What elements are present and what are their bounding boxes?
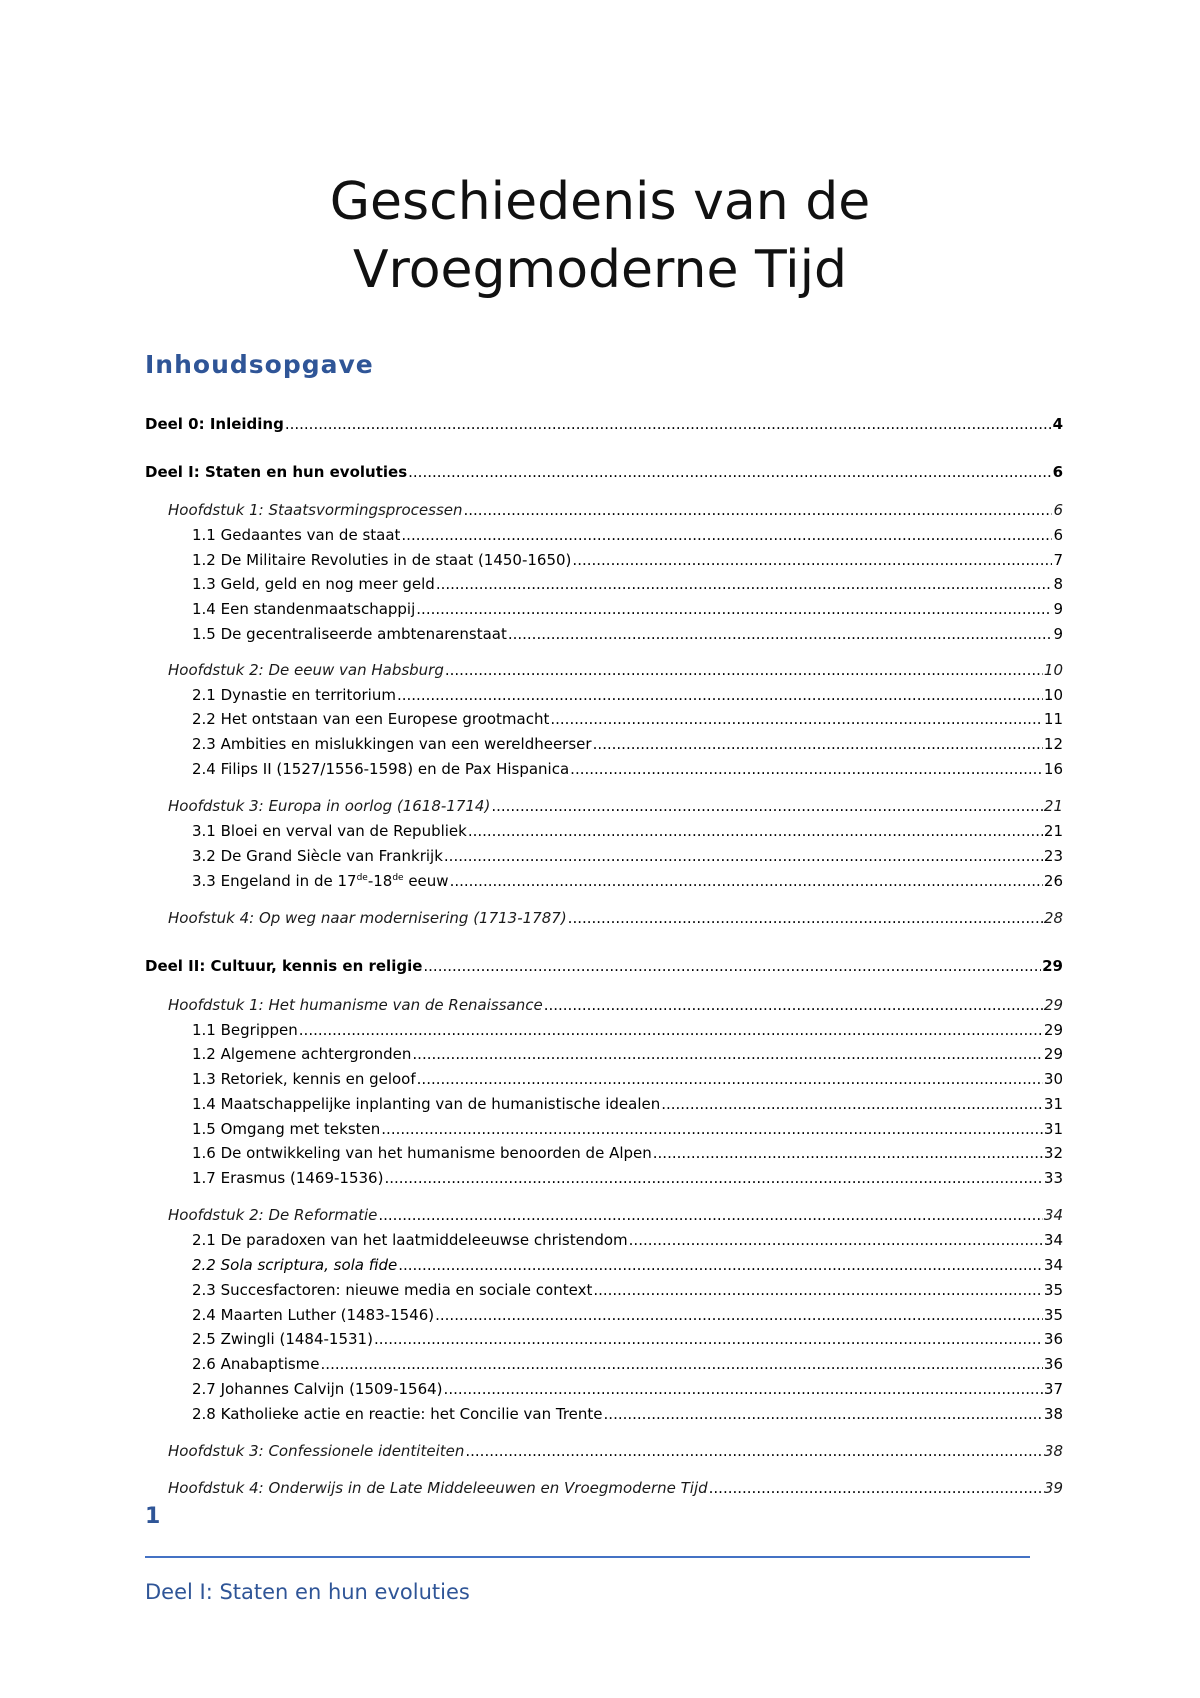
toc-leader-dots [653, 1143, 1043, 1163]
toc-leader-dots [593, 1280, 1043, 1300]
toc-entry-page: 10 [1043, 686, 1063, 704]
toc-entry-title: 1.4 Maatschappelijke inplanting van de humanistische idealen [192, 1095, 661, 1113]
toc-entry-page: 6 [1053, 526, 1063, 544]
toc-leader-dots [604, 1404, 1043, 1424]
toc-leader-dots [593, 734, 1043, 754]
toc-entry-section[interactable] [192, 685, 1063, 705]
toc-entry-section[interactable] [192, 1069, 1063, 1089]
toc-leader-dots [444, 846, 1043, 866]
toc-entry-title: 1.3 Geld, geld en nog meer geld [192, 575, 435, 593]
toc-entry-title: 2.8 Katholieke actie en reactie: het Concilie van Trente [192, 1405, 603, 1423]
toc-entry-page: 36 [1043, 1355, 1063, 1373]
toc-entry-chapter[interactable] [168, 500, 1063, 520]
superscript: de [356, 873, 368, 883]
toc-entry-page: 38 [1043, 1405, 1063, 1423]
toc-leader-dots [381, 1119, 1043, 1139]
toc-entry-section[interactable] [192, 1143, 1063, 1163]
toc-leader-dots [661, 1094, 1043, 1114]
toc-entry-title: 1.2 Algemene achtergronden [192, 1045, 412, 1063]
toc-entry-section[interactable] [192, 1094, 1063, 1114]
toc-entry-title: 2.1 De paradoxen van het laatmiddeleeuwse christendom [192, 1231, 628, 1249]
toc-leader-dots [435, 1305, 1043, 1325]
toc-entry-title: 2.4 Maarten Luther (1483-1546) [192, 1306, 435, 1324]
toc-entry-page: 21 [1043, 797, 1063, 815]
footer-divider [145, 1556, 1030, 1558]
toc-entry-page: 12 [1043, 735, 1063, 753]
toc-leader-dots [416, 599, 1052, 619]
toc-leader-dots [508, 624, 1053, 644]
toc-entry-chapter[interactable] [168, 1441, 1063, 1461]
toc-entry-title: 2.4 Filips II (1527/1556-1598) en de Pax Hispanica [192, 760, 570, 778]
toc-leader-dots [629, 1230, 1043, 1250]
toc-entry-title: 1.7 Erasmus (1469-1536) [192, 1169, 384, 1187]
running-header: Deel I: Staten en hun evoluties [145, 1580, 470, 1604]
toc-entry-title: 3.1 Bloei en verval van de Republiek [192, 822, 467, 840]
toc-entry-page: 34 [1043, 1231, 1063, 1249]
toc-leader-dots [436, 574, 1053, 594]
toc-leader-dots [464, 500, 1053, 520]
toc-entry-page: 9 [1053, 600, 1063, 618]
toc-entry-section[interactable] [192, 1020, 1063, 1040]
toc-entry-section[interactable] [192, 525, 1063, 545]
toc-entry-section[interactable] [192, 624, 1063, 644]
toc-entry-title: Hoofdstuk 4: Onderwijs in de Late Middeleeuwen en Vroegmoderne Tijd [168, 1479, 708, 1497]
toc-entry-title: 1.3 Retoriek, kennis en geloof [192, 1070, 416, 1088]
toc-entry-title: 1.1 Begrippen [192, 1021, 298, 1039]
toc-entry-page: 7 [1053, 551, 1063, 569]
toc-heading: Inhoudsopgave [145, 350, 374, 379]
toc-entry-title: 3.2 De Grand Siècle van Frankrijk [192, 847, 443, 865]
toc-entry-page: 29 [1042, 957, 1063, 975]
toc-entry-section[interactable] [192, 709, 1063, 729]
toc-entry-page: 34 [1043, 1256, 1063, 1274]
toc-entry-part[interactable] [145, 462, 1063, 482]
toc-entry-title: 1.6 De ontwikkeling van het humanisme benoorden de Alpen [192, 1144, 652, 1162]
toc-entry-page: 38 [1043, 1442, 1063, 1460]
toc-entry-chapter[interactable] [168, 995, 1063, 1015]
toc-leader-dots [491, 796, 1043, 816]
toc-leader-dots [709, 1478, 1043, 1498]
toc-leader-dots [465, 1441, 1043, 1461]
toc-entry-title: 1.2 De Militaire Revoluties in de staat (1450-1650) [192, 551, 572, 569]
toc-leader-dots [412, 1044, 1043, 1064]
toc-entry-page: 29 [1043, 1021, 1063, 1039]
toc-leader-dots [374, 1329, 1043, 1349]
toc-entry-title: Hoofstuk 4: Op weg naar modernisering (1713-1787) [168, 909, 567, 927]
toc-entry-page: 26 [1043, 872, 1063, 890]
toc-entry-page: 36 [1043, 1330, 1063, 1348]
document-title-line-1: Geschiedenis van de [329, 172, 871, 232]
toc-entry-title: 2.7 Johannes Calvijn (1509-1564) [192, 1380, 443, 1398]
toc-entry-page: 37 [1043, 1380, 1063, 1398]
page-number: 1 [145, 1504, 161, 1529]
toc-leader-dots [445, 660, 1043, 680]
toc-leader-dots [398, 1255, 1043, 1275]
toc-entry-section[interactable] [192, 1329, 1063, 1349]
toc-entry-page: 16 [1043, 760, 1063, 778]
toc-entry-section[interactable] [192, 871, 1063, 891]
toc-entry-chapter[interactable] [168, 1478, 1063, 1498]
toc-entry-title: Deel II: Cultuur, kennis en religie [145, 957, 423, 975]
toc-entry-title: Hoofdstuk 2: De Reformatie [168, 1206, 378, 1224]
toc-entry-title: 2.2 Het ontstaan van een Europese grootmacht [192, 710, 550, 728]
toc-leader-dots [408, 462, 1051, 482]
toc-entry-section[interactable] [192, 1280, 1063, 1300]
toc-entry-chapter[interactable] [168, 796, 1063, 816]
toc-entry-page: 30 [1043, 1070, 1063, 1088]
toc-entry-page: 31 [1043, 1095, 1063, 1113]
toc-leader-dots [550, 709, 1043, 729]
toc-entry-title: 2.3 Succesfactoren: nieuwe media en sociale context [192, 1281, 593, 1299]
toc-entry-page: 39 [1043, 1479, 1063, 1497]
toc-entry-part[interactable] [145, 414, 1063, 434]
toc-entry-title: 2.3 Ambities en mislukkingen van een wereldheerser [192, 735, 592, 753]
toc-leader-dots [321, 1354, 1043, 1374]
toc-entry-title: Hoofdstuk 2: De eeuw van Habsburg [168, 661, 444, 679]
toc-entry-title-part: -18 [367, 872, 393, 890]
toc-entry-page: 32 [1043, 1144, 1063, 1162]
toc-entry-title: Hoofdstuk 1: Het humanisme van de Renaissance [168, 996, 543, 1014]
toc-entry-section[interactable] [192, 759, 1063, 779]
toc-leader-dots [285, 414, 1052, 434]
toc-entry-section[interactable] [192, 1168, 1063, 1188]
toc-entry-title: 2.2 Sola scriptura, sola fide [192, 1256, 398, 1274]
toc-entry-title-part: eeuw [403, 872, 449, 890]
toc-entry-title: 2.1 Dynastie en territorium [192, 686, 396, 704]
toc-entry-title: 1.5 Omgang met teksten [192, 1120, 381, 1138]
toc-entry-title: 1.5 De gecentraliseerde ambtenarenstaat [192, 625, 507, 643]
toc-entry-page: 9 [1053, 625, 1063, 643]
toc-entry-section[interactable] [192, 550, 1063, 570]
document-title-line-2: Vroegmoderne Tijd [352, 240, 848, 300]
toc-leader-dots [570, 759, 1043, 779]
toc-leader-dots [544, 995, 1043, 1015]
toc-leader-dots [568, 908, 1043, 928]
toc-leader-dots [450, 871, 1043, 891]
toc-entry-page: 28 [1043, 909, 1063, 927]
toc-entry-section[interactable] [192, 1230, 1063, 1250]
toc-entry-page: 35 [1043, 1281, 1063, 1299]
toc-entry-chapter[interactable] [168, 908, 1063, 928]
toc-entry-section[interactable] [192, 1305, 1063, 1325]
toc-entry-page: 29 [1043, 996, 1063, 1014]
toc-entry-page: 21 [1043, 822, 1063, 840]
toc-leader-dots [299, 1020, 1043, 1040]
toc-leader-dots [468, 821, 1043, 841]
toc-entry-page: 10 [1043, 661, 1063, 679]
toc-leader-dots [378, 1205, 1043, 1225]
toc-entry-section[interactable] [192, 1255, 1063, 1275]
toc-entry-page: 35 [1043, 1306, 1063, 1324]
toc-entry-title [192, 871, 449, 891]
toc-entry-section[interactable] [192, 821, 1063, 841]
toc-entry-page: 29 [1043, 1045, 1063, 1063]
toc-entry-chapter[interactable] [168, 660, 1063, 680]
toc-entry-part[interactable] [145, 956, 1063, 976]
toc-leader-dots [397, 685, 1043, 705]
toc-entry-page: 4 [1052, 415, 1063, 433]
toc-leader-dots [401, 525, 1052, 545]
toc-entry-section[interactable] [192, 1119, 1063, 1139]
toc-entry-title: Deel I: Staten en hun evoluties [145, 463, 408, 481]
toc-entry-title: 2.5 Zwingli (1484-1531) [192, 1330, 373, 1348]
toc-entry-title-part: 3.3 Engeland in de 17 [192, 872, 357, 890]
toc-entry-page: 8 [1053, 575, 1063, 593]
toc-entry-title: Hoofdstuk 3: Europa in oorlog (1618-1714) [168, 797, 491, 815]
toc-leader-dots [423, 956, 1041, 976]
toc-entry-page: 6 [1053, 501, 1063, 519]
toc-entry-title: Deel 0: Inleiding [145, 415, 284, 433]
toc-entry-title: 1.1 Gedaantes van de staat [192, 526, 401, 544]
toc-entry-section[interactable] [192, 599, 1063, 619]
toc-entry-section[interactable] [192, 1044, 1063, 1064]
toc-entry-page: 11 [1043, 710, 1063, 728]
toc-entry-section[interactable] [192, 734, 1063, 754]
superscript: de [392, 873, 404, 883]
toc-leader-dots [384, 1168, 1042, 1188]
toc-entry-section[interactable] [192, 1404, 1063, 1424]
toc-leader-dots [572, 550, 1052, 570]
toc-entry-title: Hoofdstuk 3: Confessionele identiteiten [168, 1442, 465, 1460]
toc-entry-page: 33 [1043, 1169, 1063, 1187]
toc-leader-dots [417, 1069, 1043, 1089]
toc-entry-page: 31 [1043, 1120, 1063, 1138]
toc-entry-page: 6 [1052, 463, 1063, 481]
toc-entry-page: 34 [1043, 1206, 1063, 1224]
toc-entry-title: 1.4 Een standenmaatschappij [192, 600, 416, 618]
toc-entry-page: 23 [1043, 847, 1063, 865]
toc-entry-chapter[interactable] [168, 1205, 1063, 1225]
toc-entry-section[interactable] [192, 846, 1063, 866]
toc-entry-section[interactable] [192, 574, 1063, 594]
toc-entry-title: 2.6 Anabaptisme [192, 1355, 320, 1373]
toc-leader-dots [444, 1379, 1043, 1399]
toc-entry-section[interactable] [192, 1379, 1063, 1399]
toc-entry-title: Hoofdstuk 1: Staatsvormingsprocessen [168, 501, 463, 519]
toc-entry-section[interactable] [192, 1354, 1063, 1374]
